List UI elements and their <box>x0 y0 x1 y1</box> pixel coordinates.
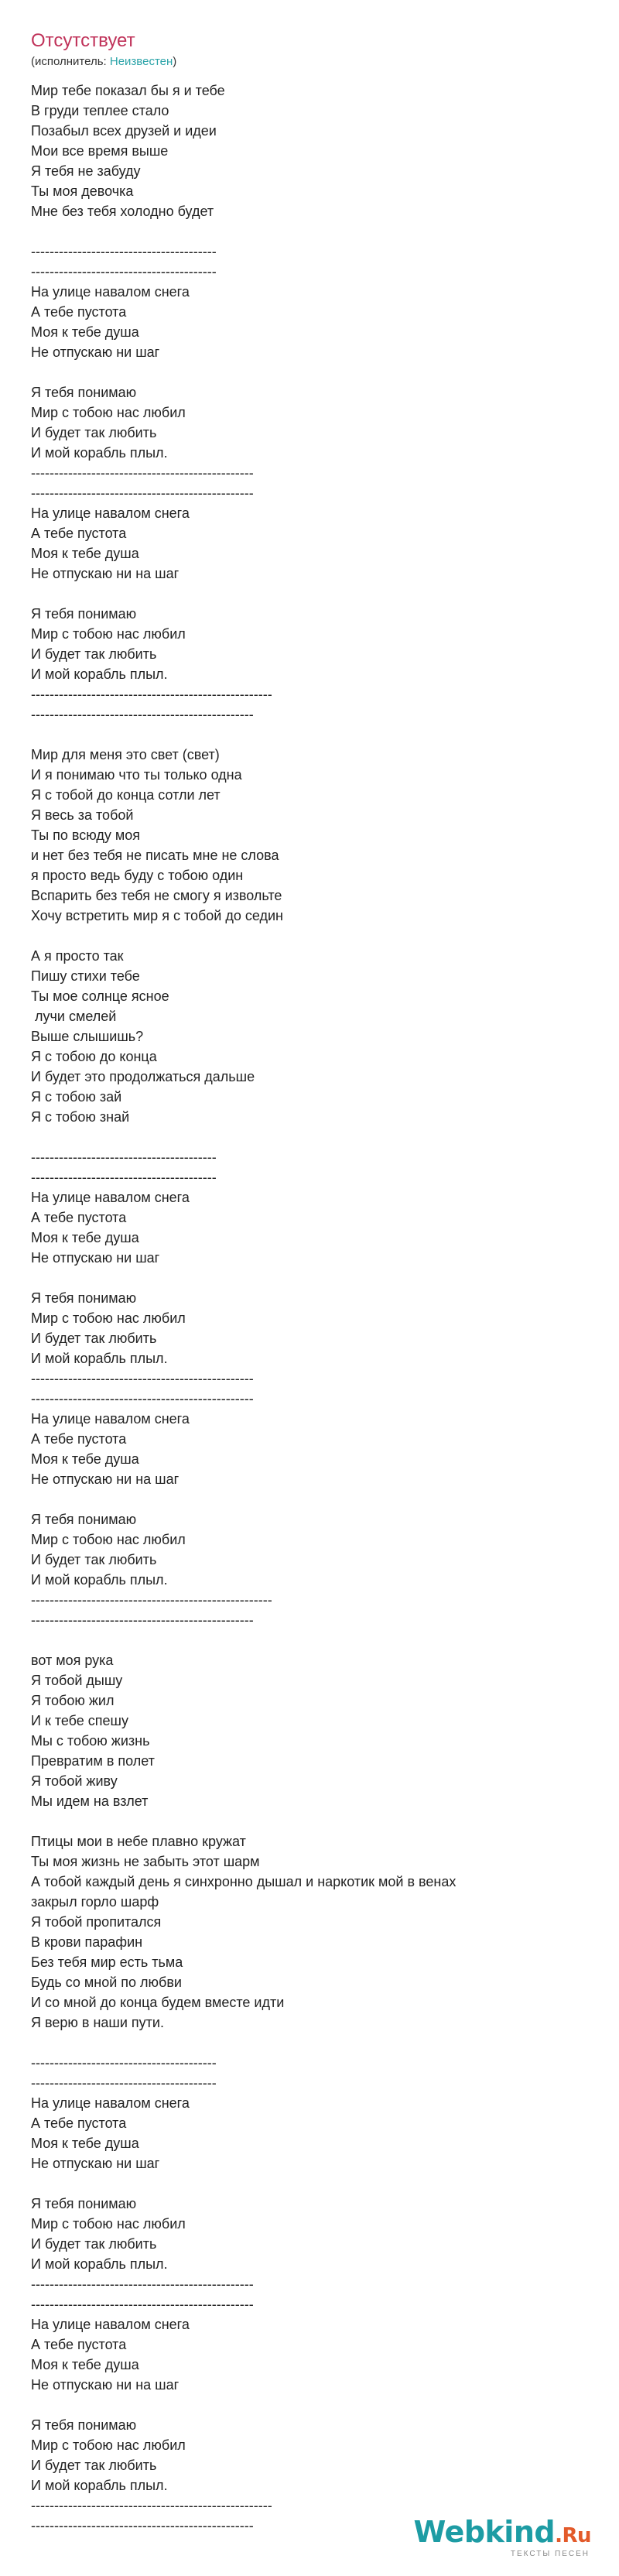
lyric-line <box>31 2395 588 2415</box>
lyric-line <box>31 1811 588 1831</box>
separator-line: ------------------------------------------------ <box>31 1612 254 1628</box>
lyric-line: Я верю в наши пути. <box>31 2015 164 2030</box>
separator-line: ------------------------------------------------ <box>31 2276 254 2292</box>
lyric-line: И будет так любить <box>31 2236 157 2252</box>
lyric-line <box>31 2033 588 2053</box>
lyric-line: Не отпускаю ни на шаг <box>31 1471 180 1487</box>
artist-line <box>31 54 176 70</box>
lyric-line: Не отпускаю ни на шаг <box>31 2377 180 2393</box>
lyric-line: Я с тобою зай <box>31 1089 122 1105</box>
lyric-line: Позабыл всех друзей и идеи <box>31 123 217 139</box>
lyric-line: Мир с тобою нас любил <box>31 626 186 642</box>
lyric-line: Я тебя понимаю <box>31 1512 137 1527</box>
lyric-line: На улице навалом снега <box>31 2095 190 2111</box>
lyric-line: вот моя рука <box>31 1653 114 1668</box>
separator-line: ---------------------------------------- <box>31 244 217 259</box>
lyric-line: И будет так любить <box>31 1552 157 1567</box>
lyric-line: На улице навалом снега <box>31 505 190 521</box>
lyric-line: Мы идем на взлет <box>31 1793 149 1809</box>
lyric-line: Мне без тебя холодно будет <box>31 204 214 219</box>
lyric-line: закрыл горло шарф <box>31 1894 159 1910</box>
lyric-line: На улице навалом снега <box>31 1190 190 1205</box>
lyric-line: Без тебя мир есть тьма <box>31 1954 183 1970</box>
lyric-line: И будет так любить <box>31 2458 157 2473</box>
separator-line: ------------------------------------------------ <box>31 2518 254 2533</box>
lyric-line: Превратим в полет <box>31 1753 155 1769</box>
lyric-line: И со мной до конца будем вместе идти <box>31 1995 285 2010</box>
lyric-line <box>31 221 588 242</box>
lyric-line: И будет это продолжаться дальше <box>31 1069 255 1084</box>
lyric-line: Ты мое солнце ясное <box>31 988 169 1004</box>
lyric-line: Моя к тебе душа <box>31 324 139 340</box>
lyric-line: И мой корабль плыл. <box>31 2478 168 2493</box>
lyric-line: Я тебя понимаю <box>31 385 137 400</box>
lyric-line: Я тебя понимаю <box>31 2196 137 2211</box>
song-title: Отсутствует <box>31 30 135 51</box>
separator-line: ---------------------------------------- <box>31 264 217 279</box>
song-header <box>31 29 176 70</box>
site-logo[interactable] <box>413 2516 591 2559</box>
lyric-line: Мир для меня это свет (свет) <box>31 747 220 762</box>
lyric-line <box>31 724 588 745</box>
lyric-line <box>31 1489 588 1509</box>
lyric-line: Я тебя понимаю <box>31 2417 137 2433</box>
lyric-line: Моя к тебе душа <box>31 1230 139 1245</box>
logo-tagline: ТЕКСТЫ ПЕСЕН <box>510 2550 590 2558</box>
logo-tld-text: .Ru <box>555 2524 591 2547</box>
lyric-line: А тебе пустота <box>31 304 127 320</box>
lyric-line: Я тебя понимаю <box>31 606 137 622</box>
lyric-line: и нет без тебя не писать мне не слова <box>31 848 279 863</box>
lyric-line <box>31 362 588 382</box>
lyric-line: А тебе пустота <box>31 2337 127 2352</box>
lyric-line: Мои все время выше <box>31 143 169 159</box>
lyric-line: Я тебя не забуду <box>31 163 141 179</box>
lyric-line: А я просто так <box>31 948 124 964</box>
lyric-line: На улице навалом снега <box>31 2317 190 2332</box>
separator-line: ------------------------------------------------ <box>31 2297 254 2312</box>
lyric-line: Выше слышишь? <box>31 1029 144 1044</box>
lyric-line: Я с тобою знай <box>31 1109 130 1125</box>
lyric-line: И я понимаю что ты только одна <box>31 767 242 783</box>
lyric-line: Не отпускаю ни на шаг <box>31 566 180 581</box>
lyric-line: я просто ведь буду с тобою один <box>31 868 244 883</box>
separator-line: ------------------------------------------------ <box>31 485 254 501</box>
lyric-line: Я тобою жил <box>31 1693 115 1708</box>
lyric-line: А тебе пустота <box>31 2115 127 2131</box>
lyric-line: И к тебе спешу <box>31 1713 128 1728</box>
separator-line: ---------------------------------------------------- <box>31 1592 272 1608</box>
lyric-line: Не отпускаю ни шаг <box>31 2156 160 2171</box>
lyric-line: Мир с тобою нас любил <box>31 2216 186 2232</box>
lyric-line: Моя к тебе душа <box>31 2357 139 2372</box>
lyric-line: Я с тобою до конца <box>31 1049 157 1064</box>
lyrics-body <box>31 80 588 2536</box>
lyric-line: А тобой каждый день я синхронно дышал и наркотик мой в венах <box>31 1874 457 1889</box>
lyric-line: В крови парафин <box>31 1934 143 1950</box>
lyric-line <box>31 2174 588 2194</box>
lyric-line: И будет так любить <box>31 646 157 662</box>
logo-wordmark <box>413 2516 591 2551</box>
lyric-line: Моя к тебе душа <box>31 546 139 561</box>
separator-line: ---------------------------------------------------- <box>31 2498 272 2513</box>
lyric-line: Мир с тобою нас любил <box>31 1532 186 1547</box>
lyric-line: Мир с тобою нас любил <box>31 1310 186 1326</box>
lyric-line: Я тобой пропитался <box>31 1914 162 1930</box>
lyric-line: Ты моя жизнь не забыть этот шарм <box>31 1854 260 1869</box>
artist-link[interactable]: Неизвестен <box>109 55 173 68</box>
lyric-line: Я весь за тобой <box>31 807 134 823</box>
artist-suffix: ) <box>173 55 177 68</box>
lyric-line: И мой корабль плыл. <box>31 1572 168 1588</box>
lyric-line: Ты по всюду моя <box>31 827 141 843</box>
separator-line: ---------------------------------------- <box>31 2055 217 2071</box>
lyric-line: Мир с тобою нас любил <box>31 2437 186 2453</box>
lyric-line: Мы с тобою жизнь <box>31 1733 150 1749</box>
lyric-line <box>31 926 588 946</box>
lyric-line: И будет так любить <box>31 425 157 440</box>
lyric-line <box>31 1630 588 1650</box>
lyric-line: Мир тебе показал бы я и тебе <box>31 83 225 98</box>
separator-line: ------------------------------------------------ <box>31 707 254 722</box>
lyric-line <box>31 584 588 604</box>
lyric-line: Вспарить без тебя не смогу я извольте <box>31 888 282 903</box>
lyric-line: Будь со мной по любви <box>31 1975 182 1990</box>
separator-line: ---------------------------------------- <box>31 1149 217 1165</box>
lyric-line: И мой корабль плыл. <box>31 1351 168 1366</box>
lyric-line: И будет так любить <box>31 1331 157 1346</box>
lyric-line: Я тебя понимаю <box>31 1290 137 1306</box>
separator-line: ---------------------------------------------------- <box>31 687 272 702</box>
lyric-line: И мой корабль плыл. <box>31 445 168 461</box>
lyric-line: Ты моя девочка <box>31 183 134 199</box>
lyric-line: Я тобой дышу <box>31 1673 123 1688</box>
lyric-line <box>31 1268 588 1288</box>
lyric-line: Моя к тебе душа <box>31 1451 139 1467</box>
lyric-line: Не отпускаю ни шаг <box>31 1250 160 1266</box>
lyric-line: Я тобой живу <box>31 1773 118 1789</box>
lyric-line: И мой корабль плыл. <box>31 666 168 682</box>
lyric-line: И мой корабль плыл. <box>31 2256 168 2272</box>
lyric-line: Я с тобой до конца сотли лет <box>31 787 221 803</box>
separator-line: ------------------------------------------------ <box>31 1371 254 1386</box>
lyric-line: Моя к тебе душа <box>31 2136 139 2151</box>
lyric-line: Хочу встретить мир я с тобой до седин <box>31 908 283 923</box>
artist-prefix: (исполнитель: <box>31 55 110 68</box>
lyric-line <box>31 1127 588 1147</box>
lyric-line: Мир с тобою нас любил <box>31 405 186 420</box>
separator-line: ------------------------------------------------ <box>31 1391 254 1406</box>
lyric-line: На улице навалом снега <box>31 284 190 300</box>
separator-line: ------------------------------------------------ <box>31 465 254 481</box>
lyric-line: Пишу стихи тебе <box>31 968 140 984</box>
logo-main-text: Webkind <box>413 2515 556 2549</box>
lyric-line: А тебе пустота <box>31 1431 127 1447</box>
lyric-line: А тебе пустота <box>31 526 127 541</box>
lyric-line: Птицы мои в небе плавно кружат <box>31 1834 246 1849</box>
lyric-line: А тебе пустота <box>31 1210 127 1225</box>
lyric-line: В груди теплее стало <box>31 103 169 118</box>
separator-line: ---------------------------------------- <box>31 1170 217 1185</box>
lyric-line: На улице навалом снега <box>31 1411 190 1427</box>
lyric-line: лучи смелей <box>31 1009 117 1024</box>
separator-line: ---------------------------------------- <box>31 2075 217 2091</box>
lyric-line: Не отпускаю ни шаг <box>31 344 160 360</box>
